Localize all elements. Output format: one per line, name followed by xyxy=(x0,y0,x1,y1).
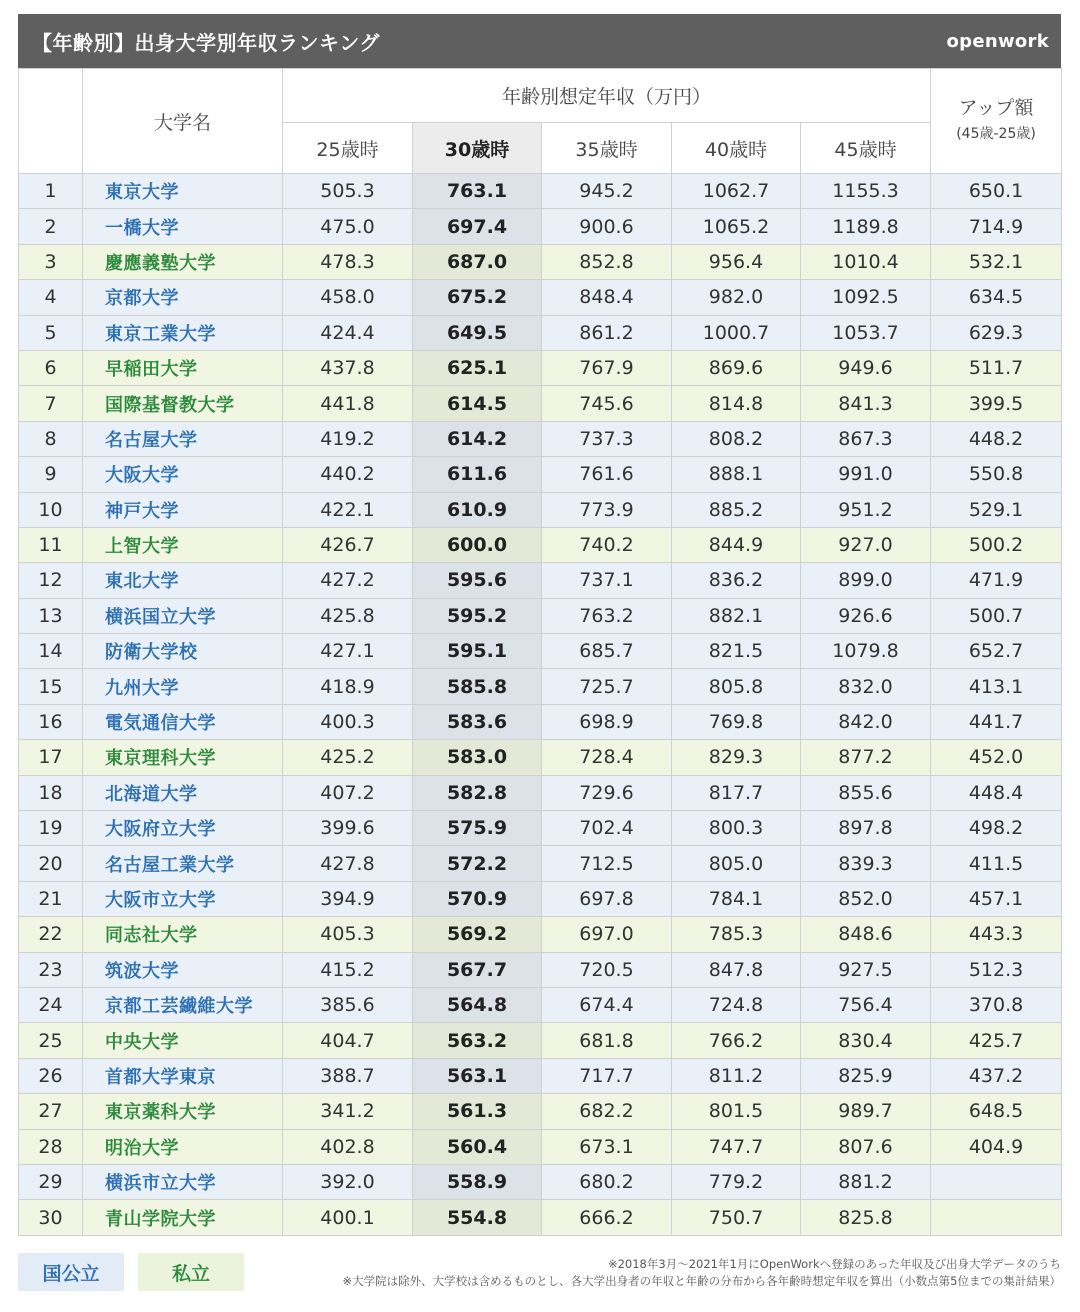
age-25-cell: 458.0 xyxy=(283,280,413,315)
age-25-cell: 415.2 xyxy=(283,952,413,987)
rank-cell: 28 xyxy=(19,1129,83,1164)
table-row xyxy=(19,704,1062,739)
age-35-cell: 674.4 xyxy=(542,987,672,1022)
increase-cell: 500.7 xyxy=(931,598,1062,633)
age-45-cell: 830.4 xyxy=(801,1023,931,1058)
table-row xyxy=(19,598,1062,633)
age-30-cell: 595.1 xyxy=(413,634,542,669)
rank-cell: 22 xyxy=(19,917,83,952)
rank-cell: 3 xyxy=(19,244,83,279)
age-40-cell: 888.1 xyxy=(672,457,801,492)
age-45-cell: 825.9 xyxy=(801,1058,931,1093)
increase-cell: 512.3 xyxy=(931,952,1062,987)
table-row xyxy=(19,1094,1062,1129)
university-name: 東京薬科大学 xyxy=(83,1094,283,1129)
increase-cell: 550.8 xyxy=(931,457,1062,492)
age-35-cell: 666.2 xyxy=(542,1200,672,1235)
age-45-cell: 825.8 xyxy=(801,1200,931,1235)
table-row xyxy=(19,634,1062,669)
age-25-cell: 427.8 xyxy=(283,846,413,881)
university-name: 北海道大学 xyxy=(83,775,283,810)
table-row xyxy=(19,987,1062,1022)
table-row xyxy=(19,421,1062,456)
age-45-cell: 848.6 xyxy=(801,917,931,952)
age-30-cell: 611.6 xyxy=(413,457,542,492)
rank-cell: 29 xyxy=(19,1164,83,1199)
increase-cell: 370.8 xyxy=(931,987,1062,1022)
rank-cell: 5 xyxy=(19,315,83,350)
age-35-cell: 697.0 xyxy=(542,917,672,952)
age-45-cell: 1053.7 xyxy=(801,315,931,350)
table-row xyxy=(19,917,1062,952)
age-35-cell: 761.6 xyxy=(542,457,672,492)
age-45-cell: 899.0 xyxy=(801,563,931,598)
age-25-cell: 425.2 xyxy=(283,740,413,775)
university-name: 早稲田大学 xyxy=(83,350,283,385)
age-30-cell: 569.2 xyxy=(413,917,542,952)
table-row xyxy=(19,775,1062,810)
age-40-cell: 869.6 xyxy=(672,350,801,385)
age-40-cell: 847.8 xyxy=(672,952,801,987)
university-name: 東北大学 xyxy=(83,563,283,598)
age-25-cell: 427.2 xyxy=(283,563,413,598)
age-30-cell: 687.0 xyxy=(413,244,542,279)
age-45-cell: 926.6 xyxy=(801,598,931,633)
age-30-cell: 595.6 xyxy=(413,563,542,598)
increase-cell xyxy=(931,1164,1062,1199)
age-40-cell: 811.2 xyxy=(672,1058,801,1093)
rank-cell: 7 xyxy=(19,386,83,421)
university-name: 防衛大学校 xyxy=(83,634,283,669)
age-40-cell: 956.4 xyxy=(672,244,801,279)
university-name: 青山学院大学 xyxy=(83,1200,283,1235)
rank-cell: 13 xyxy=(19,598,83,633)
age-45-cell: 989.7 xyxy=(801,1094,931,1129)
age-35-cell: 737.3 xyxy=(542,421,672,456)
increase-cell: 441.7 xyxy=(931,704,1062,739)
increase-cell: 399.5 xyxy=(931,386,1062,421)
increase-cell: 413.1 xyxy=(931,669,1062,704)
age-45-cell: 1092.5 xyxy=(801,280,931,315)
table-row xyxy=(19,811,1062,846)
rank-cell: 14 xyxy=(19,634,83,669)
age-35-cell: 712.5 xyxy=(542,846,672,881)
age-35-cell: 729.6 xyxy=(542,775,672,810)
age-25-cell: 424.4 xyxy=(283,315,413,350)
age-25-cell: 402.8 xyxy=(283,1129,413,1164)
university-name: 上智大学 xyxy=(83,527,283,562)
age-40-cell: 747.7 xyxy=(672,1129,801,1164)
rank-cell: 25 xyxy=(19,1023,83,1058)
legend xyxy=(18,1253,244,1291)
increase-cell: 404.9 xyxy=(931,1129,1062,1164)
age-30-cell: 575.9 xyxy=(413,811,542,846)
age-30-cell: 583.6 xyxy=(413,704,542,739)
university-name: 筑波大学 xyxy=(83,952,283,987)
university-name: 大阪大学 xyxy=(83,457,283,492)
rank-cell: 20 xyxy=(19,846,83,881)
age-45-cell: 756.4 xyxy=(801,987,931,1022)
age-35-cell: 900.6 xyxy=(542,209,672,244)
university-name: 京都工芸繊維大学 xyxy=(83,987,283,1022)
table-row xyxy=(19,1058,1062,1093)
increase-cell: 714.9 xyxy=(931,209,1062,244)
age-45-cell: 877.2 xyxy=(801,740,931,775)
rank-header xyxy=(19,69,83,174)
rank-cell: 27 xyxy=(19,1094,83,1129)
age-30-cell: 614.5 xyxy=(413,386,542,421)
age-35-cell: 698.9 xyxy=(542,704,672,739)
table-row xyxy=(19,1200,1062,1235)
salary-group-header: 年齢別想定年収（万円） xyxy=(283,69,931,123)
table-row xyxy=(19,315,1062,350)
table-row xyxy=(19,740,1062,775)
age-30-cell: 600.0 xyxy=(413,527,542,562)
university-name: 明治大学 xyxy=(83,1129,283,1164)
age-30-cell: 595.2 xyxy=(413,598,542,633)
rank-cell: 12 xyxy=(19,563,83,598)
age-40-cell: 1065.2 xyxy=(672,209,801,244)
university-name: 一橋大学 xyxy=(83,209,283,244)
university-name: 東京大学 xyxy=(83,174,283,209)
legend-private: 私立 xyxy=(138,1253,244,1291)
table-row xyxy=(19,669,1062,704)
table-row xyxy=(19,846,1062,881)
increase-cell: 532.1 xyxy=(931,244,1062,279)
rank-cell: 11 xyxy=(19,527,83,562)
age-45-cell: 1155.3 xyxy=(801,174,931,209)
university-name: 慶應義塾大学 xyxy=(83,244,283,279)
rank-cell: 16 xyxy=(19,704,83,739)
age-25-cell: 400.1 xyxy=(283,1200,413,1235)
increase-cell: 652.7 xyxy=(931,634,1062,669)
rank-cell: 21 xyxy=(19,881,83,916)
rank-cell: 26 xyxy=(19,1058,83,1093)
university-name: 名古屋工業大学 xyxy=(83,846,283,881)
table-row xyxy=(19,881,1062,916)
increase-cell: 500.2 xyxy=(931,527,1062,562)
university-name: 東京理科大学 xyxy=(83,740,283,775)
age-35-cell: 725.7 xyxy=(542,669,672,704)
increase-cell: 448.2 xyxy=(931,421,1062,456)
age-45-cell: 807.6 xyxy=(801,1129,931,1164)
increase-header-sub: (45歳-25歳) xyxy=(956,126,1036,142)
age-25-cell: 399.6 xyxy=(283,811,413,846)
increase-header xyxy=(931,69,1062,174)
age-45-cell: 832.0 xyxy=(801,669,931,704)
age-40-cell: 784.1 xyxy=(672,881,801,916)
ranking-table xyxy=(18,68,1062,1236)
rank-cell: 24 xyxy=(19,987,83,1022)
university-header: 大学名 xyxy=(83,69,283,174)
university-name: 東京工業大学 xyxy=(83,315,283,350)
age-35-cell: 702.4 xyxy=(542,811,672,846)
footnote-2: ※大学院は除外、大学校は含めるものとし、各大学出身者の年収と年齢の分布から各年齢時想定年収を算出（小数点第5位までの集計結果） xyxy=(342,1274,1061,1288)
table-row xyxy=(19,1023,1062,1058)
age-25-cell: 400.3 xyxy=(283,704,413,739)
table-row xyxy=(19,952,1062,987)
increase-cell: 411.5 xyxy=(931,846,1062,881)
age-40-cell: 829.3 xyxy=(672,740,801,775)
age-45-cell: 951.2 xyxy=(801,492,931,527)
age-25-cell: 407.2 xyxy=(283,775,413,810)
rank-cell: 1 xyxy=(19,174,83,209)
university-name: 大阪府立大学 xyxy=(83,811,283,846)
table-row xyxy=(19,527,1062,562)
age-35-cell: 685.7 xyxy=(542,634,672,669)
age-30-cell: 763.1 xyxy=(413,174,542,209)
university-name: 電気通信大学 xyxy=(83,704,283,739)
age-30-cell: 625.1 xyxy=(413,350,542,385)
age-25-cell: 404.7 xyxy=(283,1023,413,1058)
increase-cell: 529.1 xyxy=(931,492,1062,527)
rank-cell: 10 xyxy=(19,492,83,527)
age-25-cell: 418.9 xyxy=(283,669,413,704)
increase-cell: 443.3 xyxy=(931,917,1062,952)
age-45-cell: 842.0 xyxy=(801,704,931,739)
table-row xyxy=(19,457,1062,492)
rank-cell: 19 xyxy=(19,811,83,846)
table-row xyxy=(19,386,1062,421)
increase-cell: 425.7 xyxy=(931,1023,1062,1058)
age-25-cell: 425.8 xyxy=(283,598,413,633)
age-25-cell: 405.3 xyxy=(283,917,413,952)
age-25-cell: 394.9 xyxy=(283,881,413,916)
age-35-cell: 945.2 xyxy=(542,174,672,209)
table-row xyxy=(19,492,1062,527)
age-40-cell: 766.2 xyxy=(672,1023,801,1058)
age-35-cell: 740.2 xyxy=(542,527,672,562)
age-30-cell: 558.9 xyxy=(413,1164,542,1199)
legend-public: 国公立 xyxy=(18,1253,124,1291)
university-name: 国際基督教大学 xyxy=(83,386,283,421)
age-30-cell: 567.7 xyxy=(413,952,542,987)
table-row xyxy=(19,280,1062,315)
university-name: 京都大学 xyxy=(83,280,283,315)
age-45-cell: 1079.8 xyxy=(801,634,931,669)
table-body xyxy=(19,174,1062,1236)
age-25-cell: 385.6 xyxy=(283,987,413,1022)
age-40-cell: 836.2 xyxy=(672,563,801,598)
increase-cell: 437.2 xyxy=(931,1058,1062,1093)
increase-cell: 471.9 xyxy=(931,563,1062,598)
rank-cell: 18 xyxy=(19,775,83,810)
increase-cell: 452.0 xyxy=(931,740,1062,775)
page-title: 【年齢別】出身大学別年収ランキング xyxy=(32,30,380,55)
age-25-cell: 419.2 xyxy=(283,421,413,456)
university-name: 横浜国立大学 xyxy=(83,598,283,633)
increase-cell: 634.5 xyxy=(931,280,1062,315)
table-row xyxy=(19,1129,1062,1164)
age-45-cell: 855.6 xyxy=(801,775,931,810)
footnotes xyxy=(271,1256,1061,1290)
age-25-header: 25歳時 xyxy=(283,123,413,174)
age-30-cell: 585.8 xyxy=(413,669,542,704)
university-name: 大阪市立大学 xyxy=(83,881,283,916)
age-35-cell: 767.9 xyxy=(542,350,672,385)
table-row xyxy=(19,174,1062,209)
age-30-cell: 572.2 xyxy=(413,846,542,881)
age-25-cell: 427.1 xyxy=(283,634,413,669)
age-45-header: 45歳時 xyxy=(801,123,931,174)
age-35-cell: 720.5 xyxy=(542,952,672,987)
increase-cell: 448.4 xyxy=(931,775,1062,810)
increase-cell: 511.7 xyxy=(931,350,1062,385)
age-35-cell: 745.6 xyxy=(542,386,672,421)
age-40-cell: 1062.7 xyxy=(672,174,801,209)
age-30-cell: 697.4 xyxy=(413,209,542,244)
footnote-1: ※2018年3月～2021年1月にOpenWorkへ登録のあった年収及び出身大学データのうち xyxy=(607,1257,1061,1271)
age-40-cell: 814.8 xyxy=(672,386,801,421)
university-name: 中央大学 xyxy=(83,1023,283,1058)
age-45-cell: 991.0 xyxy=(801,457,931,492)
age-45-cell: 839.3 xyxy=(801,846,931,881)
age-40-cell: 805.8 xyxy=(672,669,801,704)
age-35-cell: 717.7 xyxy=(542,1058,672,1093)
age-40-cell: 1000.7 xyxy=(672,315,801,350)
age-25-cell: 505.3 xyxy=(283,174,413,209)
age-40-cell: 801.5 xyxy=(672,1094,801,1129)
table-row xyxy=(19,1164,1062,1199)
rank-cell: 17 xyxy=(19,740,83,775)
age-40-cell: 808.2 xyxy=(672,421,801,456)
age-30-cell: 554.8 xyxy=(413,1200,542,1235)
age-25-cell: 440.2 xyxy=(283,457,413,492)
age-40-cell: 724.8 xyxy=(672,987,801,1022)
increase-cell: 629.3 xyxy=(931,315,1062,350)
age-45-cell: 867.3 xyxy=(801,421,931,456)
age-35-cell: 680.2 xyxy=(542,1164,672,1199)
age-25-cell: 478.3 xyxy=(283,244,413,279)
rank-cell: 4 xyxy=(19,280,83,315)
age-45-cell: 949.6 xyxy=(801,350,931,385)
age-25-cell: 341.2 xyxy=(283,1094,413,1129)
age-30-cell: 582.8 xyxy=(413,775,542,810)
age-45-cell: 927.0 xyxy=(801,527,931,562)
age-25-cell: 388.7 xyxy=(283,1058,413,1093)
age-35-cell: 737.1 xyxy=(542,563,672,598)
university-name: 横浜市立大学 xyxy=(83,1164,283,1199)
age-25-cell: 422.1 xyxy=(283,492,413,527)
age-30-cell: 649.5 xyxy=(413,315,542,350)
table-row xyxy=(19,209,1062,244)
age-35-cell: 673.1 xyxy=(542,1129,672,1164)
age-30-cell: 614.2 xyxy=(413,421,542,456)
age-40-cell: 844.9 xyxy=(672,527,801,562)
age-30-cell: 563.1 xyxy=(413,1058,542,1093)
age-30-cell: 564.8 xyxy=(413,987,542,1022)
age-45-cell: 927.5 xyxy=(801,952,931,987)
university-name: 同志社大学 xyxy=(83,917,283,952)
age-35-cell: 861.2 xyxy=(542,315,672,350)
increase-cell: 650.1 xyxy=(931,174,1062,209)
age-40-cell: 785.3 xyxy=(672,917,801,952)
rank-cell: 9 xyxy=(19,457,83,492)
increase-cell: 498.2 xyxy=(931,811,1062,846)
age-40-cell: 882.1 xyxy=(672,598,801,633)
ranking-panel xyxy=(18,14,1061,1236)
rank-cell: 2 xyxy=(19,209,83,244)
brand-logo: openwork xyxy=(946,30,1049,52)
age-40-header: 40歳時 xyxy=(672,123,801,174)
rank-cell: 23 xyxy=(19,952,83,987)
increase-header-label: アップ額 xyxy=(958,97,1034,119)
age-40-cell: 769.8 xyxy=(672,704,801,739)
age-35-cell: 697.8 xyxy=(542,881,672,916)
age-35-cell: 852.8 xyxy=(542,244,672,279)
age-40-cell: 885.2 xyxy=(672,492,801,527)
university-name: 九州大学 xyxy=(83,669,283,704)
age-40-cell: 750.7 xyxy=(672,1200,801,1235)
age-45-cell: 1010.4 xyxy=(801,244,931,279)
increase-cell xyxy=(931,1200,1062,1235)
age-35-cell: 728.4 xyxy=(542,740,672,775)
rank-cell: 6 xyxy=(19,350,83,385)
age-30-cell: 563.2 xyxy=(413,1023,542,1058)
age-40-cell: 800.3 xyxy=(672,811,801,846)
age-40-cell: 821.5 xyxy=(672,634,801,669)
table-row xyxy=(19,244,1062,279)
age-30-cell: 675.2 xyxy=(413,280,542,315)
rank-cell: 30 xyxy=(19,1200,83,1235)
age-45-cell: 881.2 xyxy=(801,1164,931,1199)
age-30-cell: 560.4 xyxy=(413,1129,542,1164)
age-25-cell: 441.8 xyxy=(283,386,413,421)
rank-cell: 8 xyxy=(19,421,83,456)
age-30-cell: 561.3 xyxy=(413,1094,542,1129)
title-bar xyxy=(18,14,1061,68)
table-row xyxy=(19,350,1062,385)
rank-cell: 15 xyxy=(19,669,83,704)
age-40-cell: 817.7 xyxy=(672,775,801,810)
age-25-cell: 392.0 xyxy=(283,1164,413,1199)
age-40-cell: 779.2 xyxy=(672,1164,801,1199)
age-35-header: 35歳時 xyxy=(542,123,672,174)
university-name: 神戸大学 xyxy=(83,492,283,527)
age-30-cell: 570.9 xyxy=(413,881,542,916)
increase-cell: 648.5 xyxy=(931,1094,1062,1129)
table-row xyxy=(19,563,1062,598)
age-35-cell: 682.2 xyxy=(542,1094,672,1129)
age-25-cell: 426.7 xyxy=(283,527,413,562)
age-40-cell: 982.0 xyxy=(672,280,801,315)
increase-cell: 457.1 xyxy=(931,881,1062,916)
age-25-cell: 475.0 xyxy=(283,209,413,244)
age-30-header: 30歳時 xyxy=(413,123,542,174)
age-35-cell: 773.9 xyxy=(542,492,672,527)
age-45-cell: 897.8 xyxy=(801,811,931,846)
age-35-cell: 848.4 xyxy=(542,280,672,315)
age-40-cell: 805.0 xyxy=(672,846,801,881)
university-name: 首都大学東京 xyxy=(83,1058,283,1093)
age-45-cell: 841.3 xyxy=(801,386,931,421)
age-45-cell: 852.0 xyxy=(801,881,931,916)
age-45-cell: 1189.8 xyxy=(801,209,931,244)
age-35-cell: 763.2 xyxy=(542,598,672,633)
university-name: 名古屋大学 xyxy=(83,421,283,456)
age-30-cell: 583.0 xyxy=(413,740,542,775)
age-35-cell: 681.8 xyxy=(542,1023,672,1058)
age-30-cell: 610.9 xyxy=(413,492,542,527)
age-25-cell: 437.8 xyxy=(283,350,413,385)
